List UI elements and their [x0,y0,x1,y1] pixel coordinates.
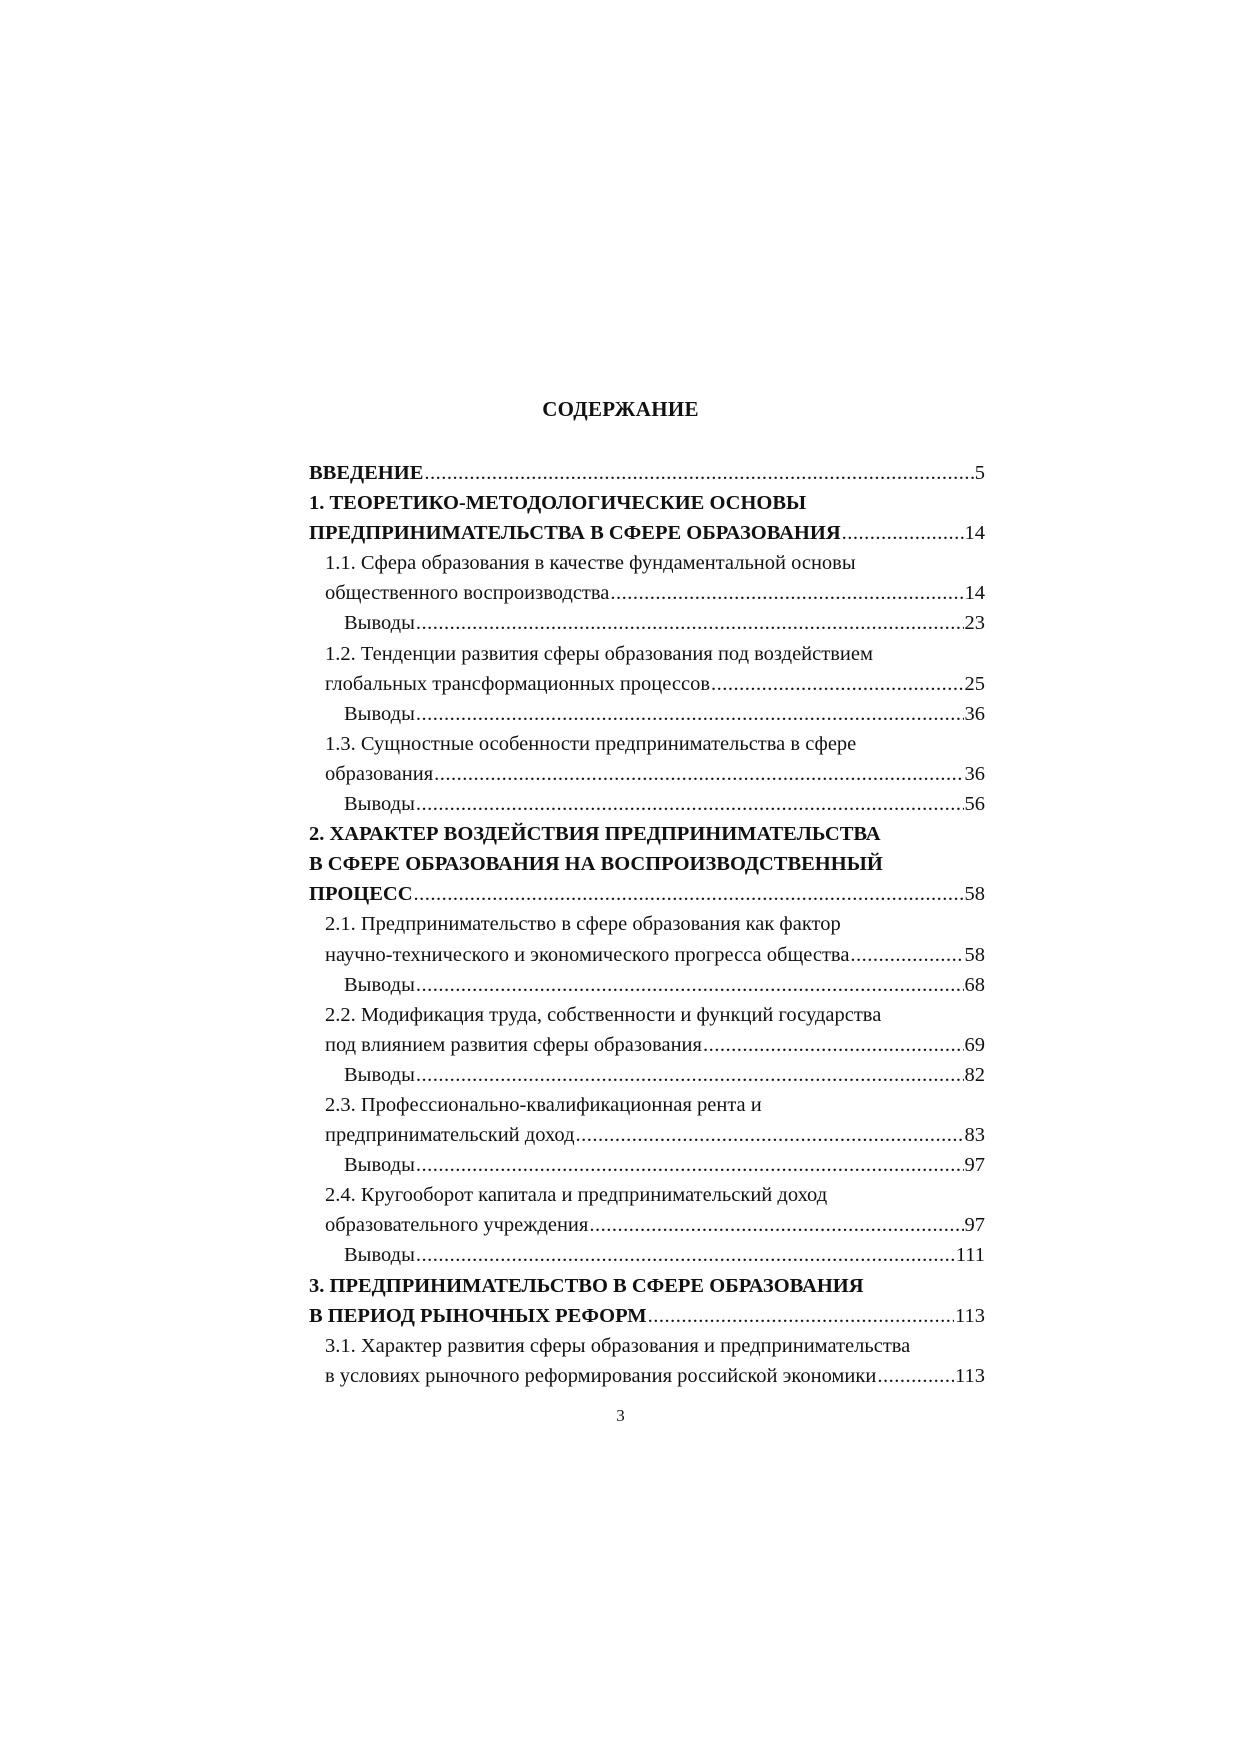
toc-entry [309,970,985,1000]
dot-leader [416,789,964,819]
toc-entry-text: 2.1. Предпринимательство в сфере образования как фактор [325,913,841,936]
toc-page-number: 69 [964,1033,985,1056]
toc-page-number: 58 [964,883,985,906]
toc-page-number: 14 [964,522,985,545]
toc-page-number: 68 [964,973,985,996]
page-number: 3 [616,1406,625,1425]
toc-entry [309,1060,985,1090]
dot-leader [842,518,964,548]
toc-entry-text: 3. ПРЕДПРИНИМАТЕЛЬСТВО В СФЕРЕ ОБРАЗОВАНИЯ [309,1274,864,1297]
dot-leader [414,879,964,909]
toc-entry-text: Выводы [344,973,415,996]
toc-entry-text: образовательного учреждения [325,1214,589,1237]
toc-page-number: 14 [964,582,985,605]
dot-leader [850,940,963,970]
toc-entry-line [309,1180,985,1210]
toc-entry-text: 3.1. Характер развития сферы образования и предпринимательства [325,1334,911,1357]
toc-page-number: 113 [955,1304,985,1327]
toc-entry-text: 2.4. Кругооборот капитала и предпринимательский доход [325,1184,828,1207]
toc-entry [309,1030,985,1060]
toc-entry-text: 1.3. Сущностные особенности предпринимательства в сфере [325,732,857,755]
toc-page-number: 36 [964,762,985,785]
dot-leader [610,578,963,608]
dot-leader [424,458,973,488]
dot-leader [711,669,964,699]
toc-page-number: 111 [955,1244,985,1267]
toc-entry-text: общественного воспроизводства [325,582,610,605]
toc-entry-text: Выводы [344,1063,415,1086]
toc-page-number: 83 [964,1124,985,1147]
dot-leader [416,1240,955,1270]
dot-leader [877,1361,954,1391]
toc-entry [309,699,985,729]
toc-page-number: 58 [964,943,985,966]
toc-entry-line [309,639,985,669]
toc-entry-line [309,849,985,879]
toc-page-number: 97 [964,1154,985,1177]
toc-entry-line [309,729,985,759]
toc-page-number: 36 [964,702,985,725]
toc-entry-text: ПРЕДПРИНИМАТЕЛЬСТВА В СФЕРЕ ОБРАЗОВАНИЯ [309,522,841,545]
toc-entry [309,518,985,548]
toc-page-number: 25 [964,672,985,695]
toc-entry-line [309,909,985,939]
toc-page-number: 23 [964,612,985,635]
toc-entry [309,759,985,789]
toc-page-number: 56 [964,793,985,816]
toc-entry-line [309,1271,985,1301]
toc-entry-text: в условиях рыночного реформирования российской экономики [325,1364,877,1387]
toc-entry [309,608,985,638]
toc-entry [309,1301,985,1331]
toc-entry-line [309,548,985,578]
toc-page-number: 97 [964,1214,985,1237]
toc-entry-text: 1.1. Сфера образования в качестве фундаментальной основы [325,552,856,575]
toc-entry [309,879,985,909]
toc-entry-text: 1. ТЕОРЕТИКО-МЕТОДОЛОГИЧЕСКИЕ ОСНОВЫ [309,492,807,515]
toc-entry-line [309,1090,985,1120]
toc-entry-text: В ПЕРИОД РЫНОЧНЫХ РЕФОРМ [309,1304,647,1327]
toc-entry [309,940,985,970]
toc-page-number: 113 [955,1364,985,1387]
toc-entry-text: ВВЕДЕНИЕ [309,462,424,484]
dot-leader [416,970,964,1000]
dot-leader [703,1030,964,1060]
toc-entry-text: предпринимательский доход [325,1124,575,1147]
toc-entry [309,458,985,488]
toc-entry [309,1150,985,1180]
dot-leader [434,759,963,789]
toc-entry [309,669,985,699]
toc-page-number: 82 [964,1063,985,1086]
toc-entry-text: Выводы [344,793,415,816]
toc-entry-text: 1.2. Тенденции развития сферы образования под воздействием [325,642,873,665]
dot-leader [416,1150,964,1180]
toc-entry-text: 2.2. Модификация труда, собственности и функций государства [325,1003,882,1026]
dot-leader [648,1301,954,1331]
toc-entry-text: научно-технического и экономического прогресса общества [325,943,850,966]
dot-leader [416,1060,964,1090]
toc-entry-text: Выводы [344,1244,415,1267]
toc-entry-text: Выводы [344,702,415,725]
toc-entry-text: Выводы [344,612,415,635]
dot-leader [589,1210,963,1240]
table-of-contents [309,458,985,1391]
toc-entry-text: глобальных трансформационных процессов [325,672,710,695]
dot-leader [576,1120,964,1150]
toc-entry-text: ПРОЦЕСС [309,883,413,906]
toc-entry-line [309,488,985,518]
toc-entry [309,578,985,608]
toc-entry-line [309,1331,985,1361]
toc-entry [309,789,985,819]
dot-leader [416,608,964,638]
toc-page-number: 5 [974,462,985,484]
dot-leader [416,699,964,729]
toc-entry-text: под влиянием развития сферы образования [325,1033,702,1056]
toc-entry-text: образования [325,762,434,785]
toc-entry-text: 2. ХАРАКТЕР ВОЗДЕЙСТВИЯ ПРЕДПРИНИМАТЕЛЬСТВА [309,823,881,846]
toc-entry [309,1210,985,1240]
toc-entry [309,1240,985,1270]
toc-entry-text: 2.3. Профессионально-квалификационная рента и [325,1093,762,1116]
toc-entry-line [309,819,985,849]
toc-entry-text: Выводы [344,1154,415,1177]
toc-entry [309,1361,985,1391]
toc-entry-line [309,1000,985,1030]
toc-title: СОДЕРЖАНИЕ [542,397,699,421]
toc-entry-text: В СФЕРЕ ОБРАЗОВАНИЯ НА ВОСПРОИЗВОДСТВЕННЫЙ [309,853,883,876]
toc-entry [309,1120,985,1150]
